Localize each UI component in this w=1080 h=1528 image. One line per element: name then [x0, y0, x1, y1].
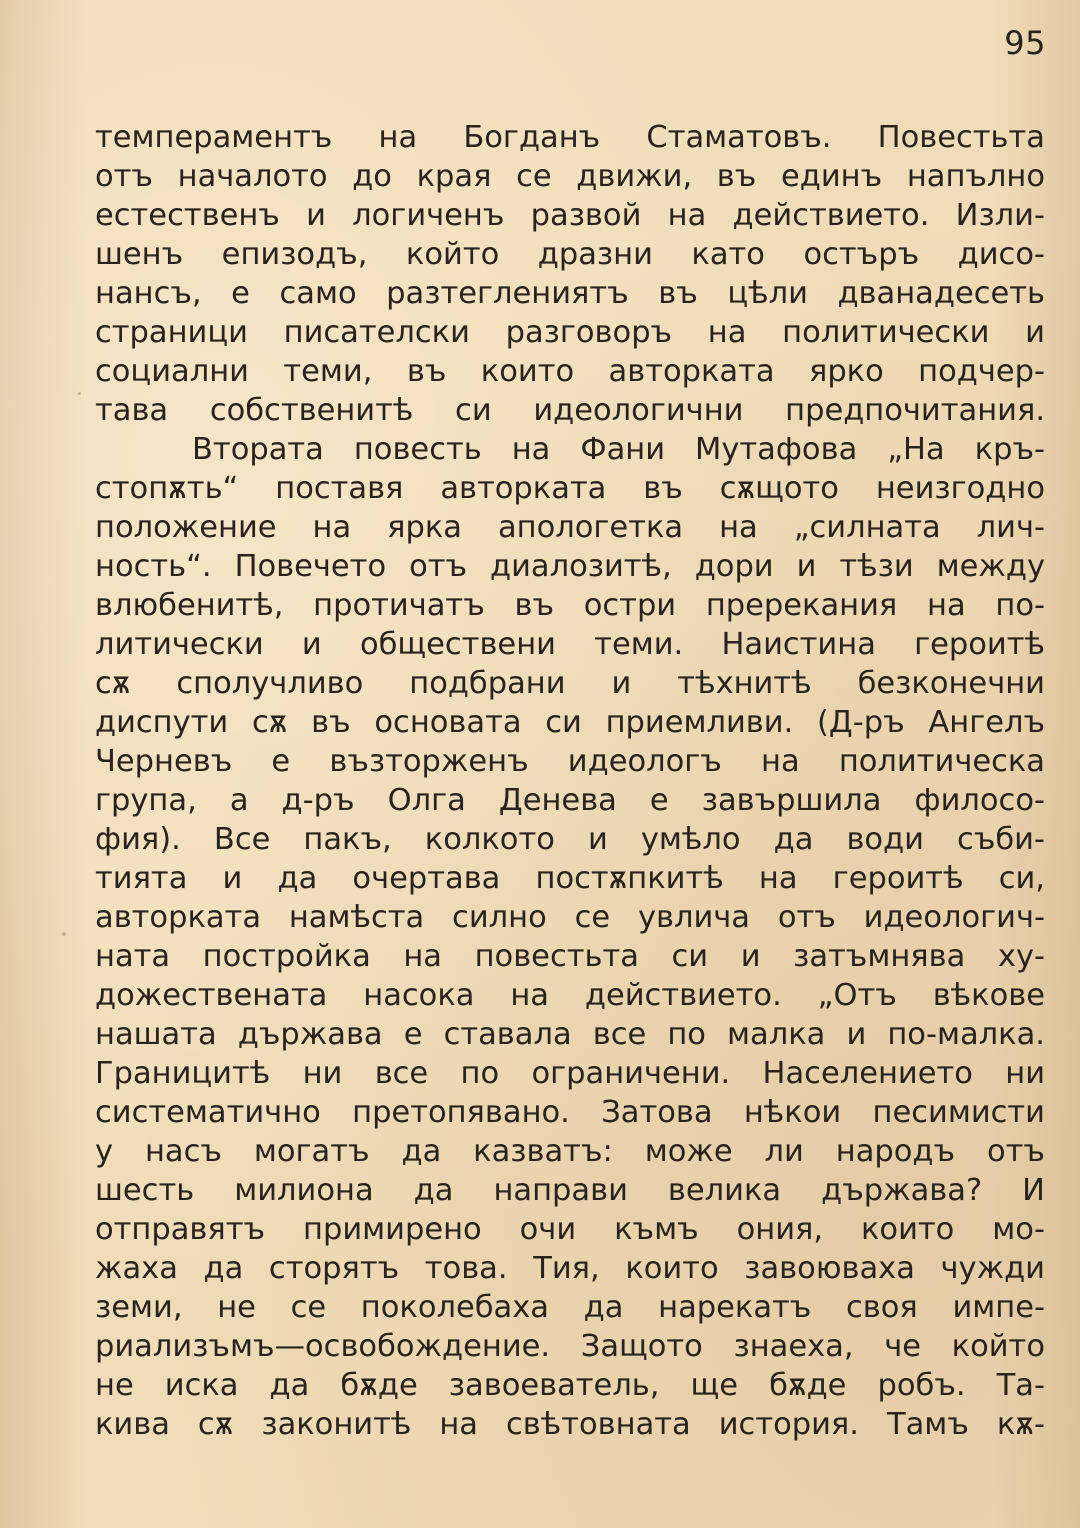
text-line: не иска да бѫде завоеватель, ще бѫде робъ. Та- [95, 1368, 1045, 1403]
text-line: систематично претопявано. Затова нѣкои песимисти [95, 1095, 1045, 1130]
text-line: влюбенитѣ, протичатъ въ остри пререкания на по- [95, 588, 1045, 623]
text-line: дожествената насока на действието. „Отъ вѣкове [95, 978, 1045, 1013]
text-line: тава собственитѣ си идеологични предпочитания. [95, 393, 1045, 428]
text-line: сѫ сполучливо подбрани и тѣхнитѣ безконечни [95, 666, 1045, 701]
text-line: страници писателски разговоръ на политически и [95, 315, 1045, 350]
text-line: ность“. Повечето отъ диалозитѣ, дори и тѣзи между [95, 549, 1045, 584]
text-line: шенъ епизодъ, който дразни като остъръ дисо- [95, 237, 1045, 272]
text-line: кива сѫ законитѣ на свѣтовната история. Тамъ кѫ- [95, 1407, 1045, 1442]
text-line: диспути сѫ въ основата си приемливи. (Д-ръ Ангелъ [95, 705, 1045, 740]
body-text [95, 118, 1045, 1444]
text-line: тията и да очертава постѫпкитѣ на героитѣ си, [95, 861, 1045, 896]
text-line: положение на ярка апологетка на „силната лич- [95, 510, 1045, 545]
text-line: жаха да сторятъ това. Тия, които завоюваха чужди [95, 1251, 1045, 1286]
text-line: литически и обществени теми. Наистина героитѣ [95, 627, 1045, 662]
text-line: фия). Все пакъ, колкото и умѣло да води съби- [95, 822, 1045, 857]
paper-spot [78, 392, 81, 395]
page-number: 95 [1004, 24, 1046, 62]
paragraph-start-line: Втората повесть на Фани Мутафова „На кръ- [192, 432, 1045, 467]
text-line: Черневъ е възторженъ идеологъ на политическа [95, 744, 1045, 779]
text-line: авторката намѣста силно се увлича отъ идеологич- [95, 900, 1045, 935]
text-line: нашата държава е ставала все по малка и по-малка. [95, 1017, 1045, 1052]
text-line: ната постройка на повестьта си и затъмнява ху- [95, 939, 1045, 974]
text-line: отъ началото до края се движи, въ единъ напълно [95, 159, 1045, 194]
text-line: риализъмъ—освобождение. Защото знаеха, че който [95, 1329, 1045, 1364]
text-line: група, а д-ръ Олга Денева е завършила филосо- [95, 783, 1045, 818]
text-line: у насъ могатъ да казватъ: може ли народъ отъ [95, 1134, 1045, 1169]
text-line: нансъ, е само разтеглениятъ въ цѣли дванадесеть [95, 276, 1045, 311]
text-line: Границитѣ ни все по ограничени. Населението ни [95, 1056, 1045, 1091]
text-line: темпераментъ на Богданъ Стаматовъ. Повестьта [95, 120, 1045, 155]
text-line: шесть милиона да направи велика държава? И [95, 1173, 1045, 1208]
text-line: стопѫть“ поставя авторката въ сѫщото неизгодно [95, 471, 1045, 506]
text-line: земи, не се поколебаха да нарекатъ своя импе- [95, 1290, 1045, 1325]
text-line: социални теми, въ които авторката ярко подчер- [95, 354, 1045, 389]
text-line: отправятъ примирено очи къмъ ония, които мо- [95, 1212, 1045, 1247]
paper-spot [62, 932, 66, 936]
text-line: естественъ и логиченъ развой на действието. Изли- [95, 198, 1045, 233]
